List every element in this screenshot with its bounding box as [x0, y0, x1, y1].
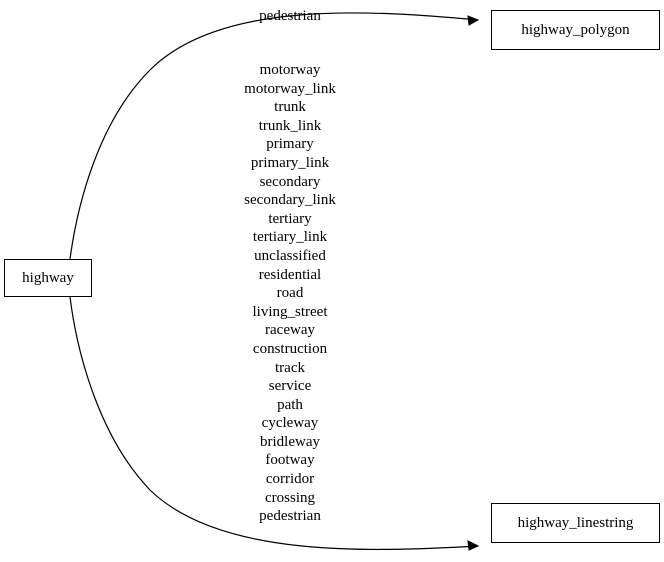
edge-label-line: secondary_link	[244, 192, 336, 209]
edge-label-line: trunk_link	[258, 117, 322, 134]
edge-label-pedestrian	[190, 7, 390, 26]
edge-label-line: motorway	[259, 62, 321, 78]
edge-label-line: track	[275, 359, 305, 376]
edge-label-line: tertiary_link	[252, 229, 328, 246]
edge-label-line: primary_link	[250, 154, 330, 171]
edge-label-line: motorway_link	[244, 80, 336, 97]
edge-label-line: cycleway	[261, 415, 319, 432]
edge-label-line: road	[276, 285, 304, 302]
edge-label-line: construction	[252, 340, 328, 357]
edge-label-line: tertiary	[268, 210, 312, 227]
node-highway-polygon[interactable]	[491, 10, 660, 50]
node-highway-polygon-label: highway_polygon	[521, 21, 630, 38]
edge-label-line: corridor	[265, 471, 315, 488]
edge-label-line: path	[277, 396, 303, 413]
node-highway-linestring[interactable]	[491, 503, 660, 543]
edge-label-line: raceway	[265, 322, 315, 339]
node-highway[interactable]	[4, 259, 92, 297]
edge-label-line: bridleway	[260, 433, 320, 450]
edge-label-line: pedestrian	[259, 8, 321, 24]
node-highway-label: highway	[22, 269, 74, 286]
edge-label-line: footway	[265, 452, 315, 469]
edge-label-line: service	[268, 378, 312, 395]
edge-label-line: living_street	[252, 303, 328, 320]
node-highway-linestring-label: highway_linestring	[517, 514, 634, 531]
edge-label-line: residential	[258, 266, 322, 283]
edge-label-line: pedestrian	[259, 508, 321, 525]
edge-label-line: unclassified	[254, 247, 326, 264]
edge-label-line: crossing	[265, 489, 315, 506]
edge-label-line: primary	[266, 136, 314, 153]
edge-label-line: trunk	[274, 99, 306, 116]
edge-label-line: secondary	[259, 173, 321, 190]
edge-label-linestring-values	[190, 61, 390, 526]
